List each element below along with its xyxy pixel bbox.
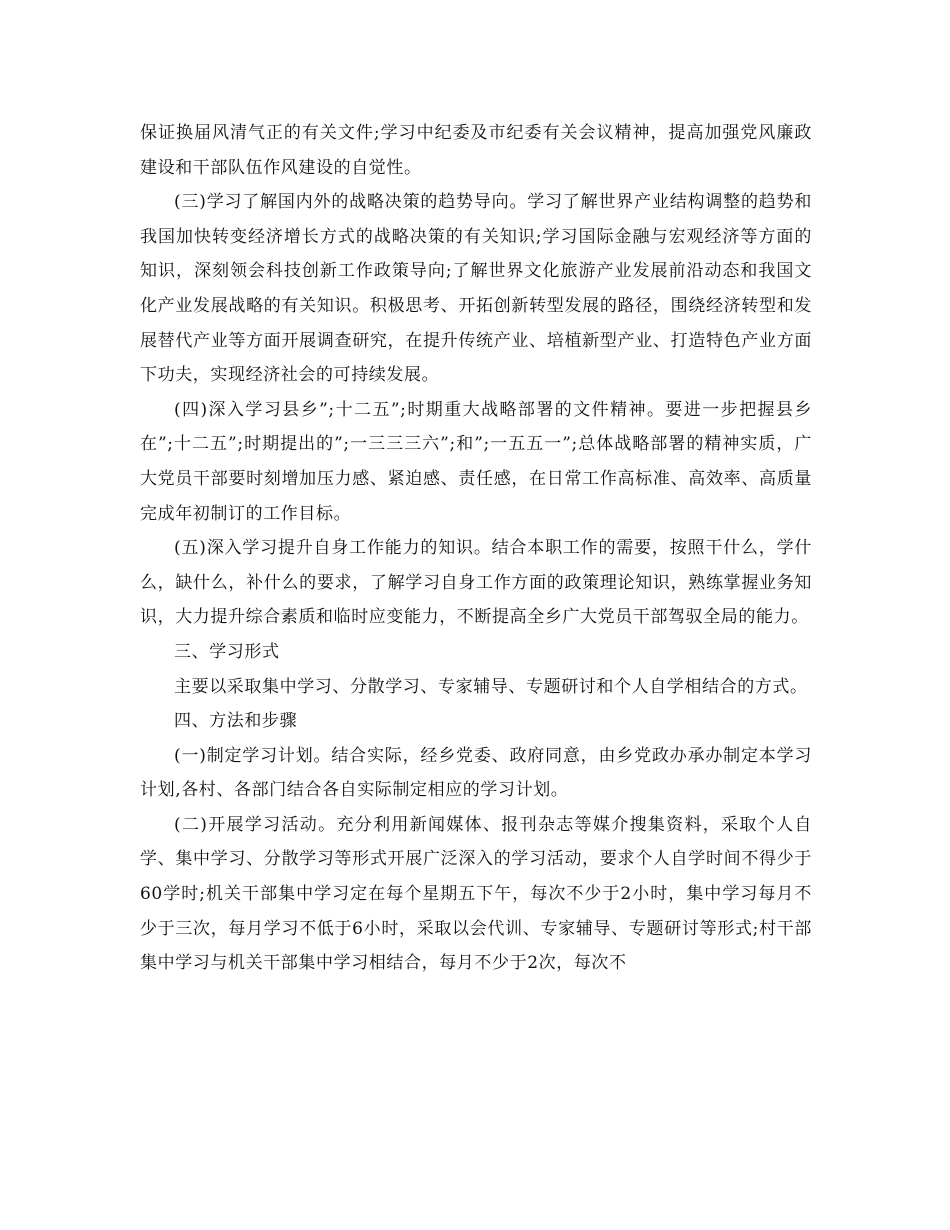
paragraph-step-1: (一)制定学习计划。结合实际，经乡党委、政府同意，由乡党政办承办制定本学习计划,各村、各部门结合各自实际制定相应的学习计划。 bbox=[140, 745, 812, 801]
heading-study-form: 三、学习形式 bbox=[174, 641, 280, 662]
paragraph-section-5: (五)深入学习提升自身工作能力的知识。结合本职工作的需要，按照干什么，学什么，缺什么，补什么的要求，了解学习自身工作方面的政策理论知识，熟练掌握业务知识，大力提升综合素质和临时应变能力，不断提高全乡广大党员干部驾驭全局的能力。 bbox=[140, 538, 812, 628]
paragraph-section-4: (四)深入学习县乡”;十二五”;时期重大战略部署的文件精神。要进一步把握县乡在”;十二五”;时期提出的”;一三三三六”;和”;一五五一”;总体战略部署的精神实质，广大党员干部要时刻增加压力感、紧迫感、责任感，在日常工作高标准、高效率、高质量完成年初制订的工作目标。 bbox=[140, 399, 812, 524]
paragraph-section-3: (三)学习了解国内外的战略决策的趋势导向。学习了解世界产业结构调整的趋势和我国加快转变经济增长方式的战略决策的有关知识;学习国际金融与宏观经济等方面的知识，深刻领会科技创新工作政策导向;了解世界文化旅游产业发展前沿动态和我国文化产业发展战略的有关知识。积极思考、开拓创新转型发展的路径，围绕经济转型和发展替代产业等方面开展调查研究，在提升传统产业、培植新型产业、打造特色产业方面下功夫，实现经济社会的可持续发展。 bbox=[140, 192, 812, 386]
document-page bbox=[140, 116, 812, 981]
paragraph-study-form: 主要以采取集中学习、分散学习、专家辅导、专题研讨和个人自学相结合的方式。 bbox=[174, 676, 808, 697]
paragraph-continued: 保证换届风清气正的有关文件;学习中纪委及市纪委有关会议精神，提高加强党风廉政建设和干部队伍作风建设的自觉性。 bbox=[140, 123, 812, 178]
heading-methods-steps: 四、方法和步骤 bbox=[174, 711, 298, 732]
paragraph-step-2: (二)开展学习活动。充分利用新闻媒体、报刊杂志等媒介搜集资料，采取个人自学、集中学习、分散学习等形式开展广泛深入的学习活动，要求个人自学时间不得少于60学时;机关干部集中学习定在每个星期五下午，每次不少于2小时，集中学习每月不少于三次，每月学习不低于6小时，采取以会代训、专家辅导、专题研讨等形式;村干部集中学习与机关干部集中学习相结合，每月不少于2次，每次不 bbox=[140, 814, 812, 974]
